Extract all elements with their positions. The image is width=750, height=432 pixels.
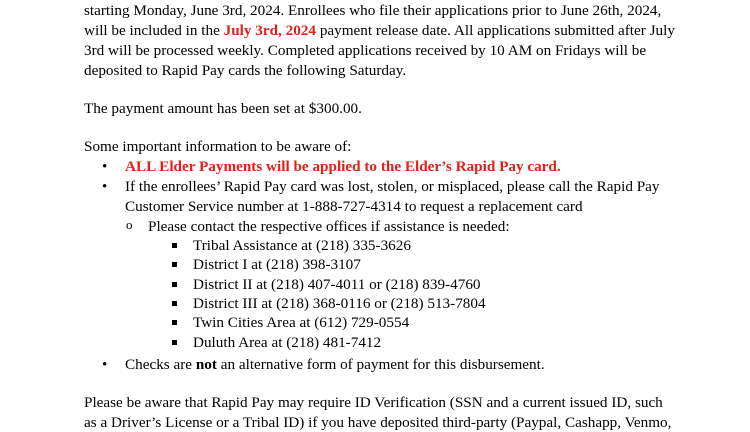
release-date-highlight: July 3rd, 2024 [223,22,317,39]
intro-text: starting Monday, June 3rd, 2024. Enrollees who file their applications prior to June 26th, 2024, [84,2,662,19]
payment-amount-paragraph: The payment amount has been set at $300.00. [84,100,362,117]
checks-emphasis: not [195,356,217,373]
info-heading: Some important information to be aware of: [84,138,352,155]
checks-text: Checks are [125,356,196,373]
checks-text: an alternative form of payment for this disbursement. [216,356,545,373]
contact-item: District III at (218) 368-0116 or (218) 513-7804 [193,295,486,312]
intro-text: will be included in the [84,22,224,39]
sub-bullet-contact-offices: Please contact the respective offices if assistance is needed: [148,218,510,235]
contact-item: Duluth Area at (218) 481-7412 [193,334,382,351]
circle-bullet-icon: o [126,217,133,232]
intro-text: deposited to Rapid Pay cards the following Saturday. [84,62,407,79]
square-bullet-icon [172,262,177,267]
contact-item: District II at (218) 407-4011 or (218) 839-4760 [193,276,481,293]
bullet-icon [102,361,110,369]
closing-line-2: as a Driver’s License or a Tribal ID) if you have deposited third-party (Paypal, Cashapp, Venmo, [84,414,672,431]
square-bullet-icon [172,340,177,345]
bullet-checks-note [125,355,545,374]
bullet-lost-card-line-2: Customer Service number at 1-888-727-4314 to request a replacement card [125,198,583,215]
square-bullet-icon [172,243,177,248]
intro-line-2 [84,21,675,40]
intro-line-3 [84,41,646,60]
intro-line-1 [84,1,661,20]
bullet-elder-payments: ALL Elder Payments will be applied to the Elder’s Rapid Pay card. [125,158,561,175]
square-bullet-icon [172,282,177,287]
intro-text: 3rd will be processed weekly. Completed applications received by 10 AM on Fridays will be [84,42,647,59]
contact-item: Twin Cities Area at (612) 729-0554 [193,314,410,331]
contact-item: District I at (218) 398-3107 [193,256,361,273]
contact-item: Tribal Assistance at (218) 335-3626 [193,237,411,254]
bullet-icon [102,163,110,171]
intro-line-4 [84,61,406,80]
bullet-lost-card-line-1: If the enrollees’ Rapid Pay card was lost, stolen, or misplaced, please call the Rapid Pay [125,178,660,195]
square-bullet-icon [172,320,177,325]
closing-line-1: Please be aware that Rapid Pay may require ID Verification (SSN and a current issued ID, such [84,394,663,411]
bullet-icon [102,183,110,191]
intro-text: payment release date. All applications submitted after July [316,22,675,39]
square-bullet-icon [172,301,177,306]
